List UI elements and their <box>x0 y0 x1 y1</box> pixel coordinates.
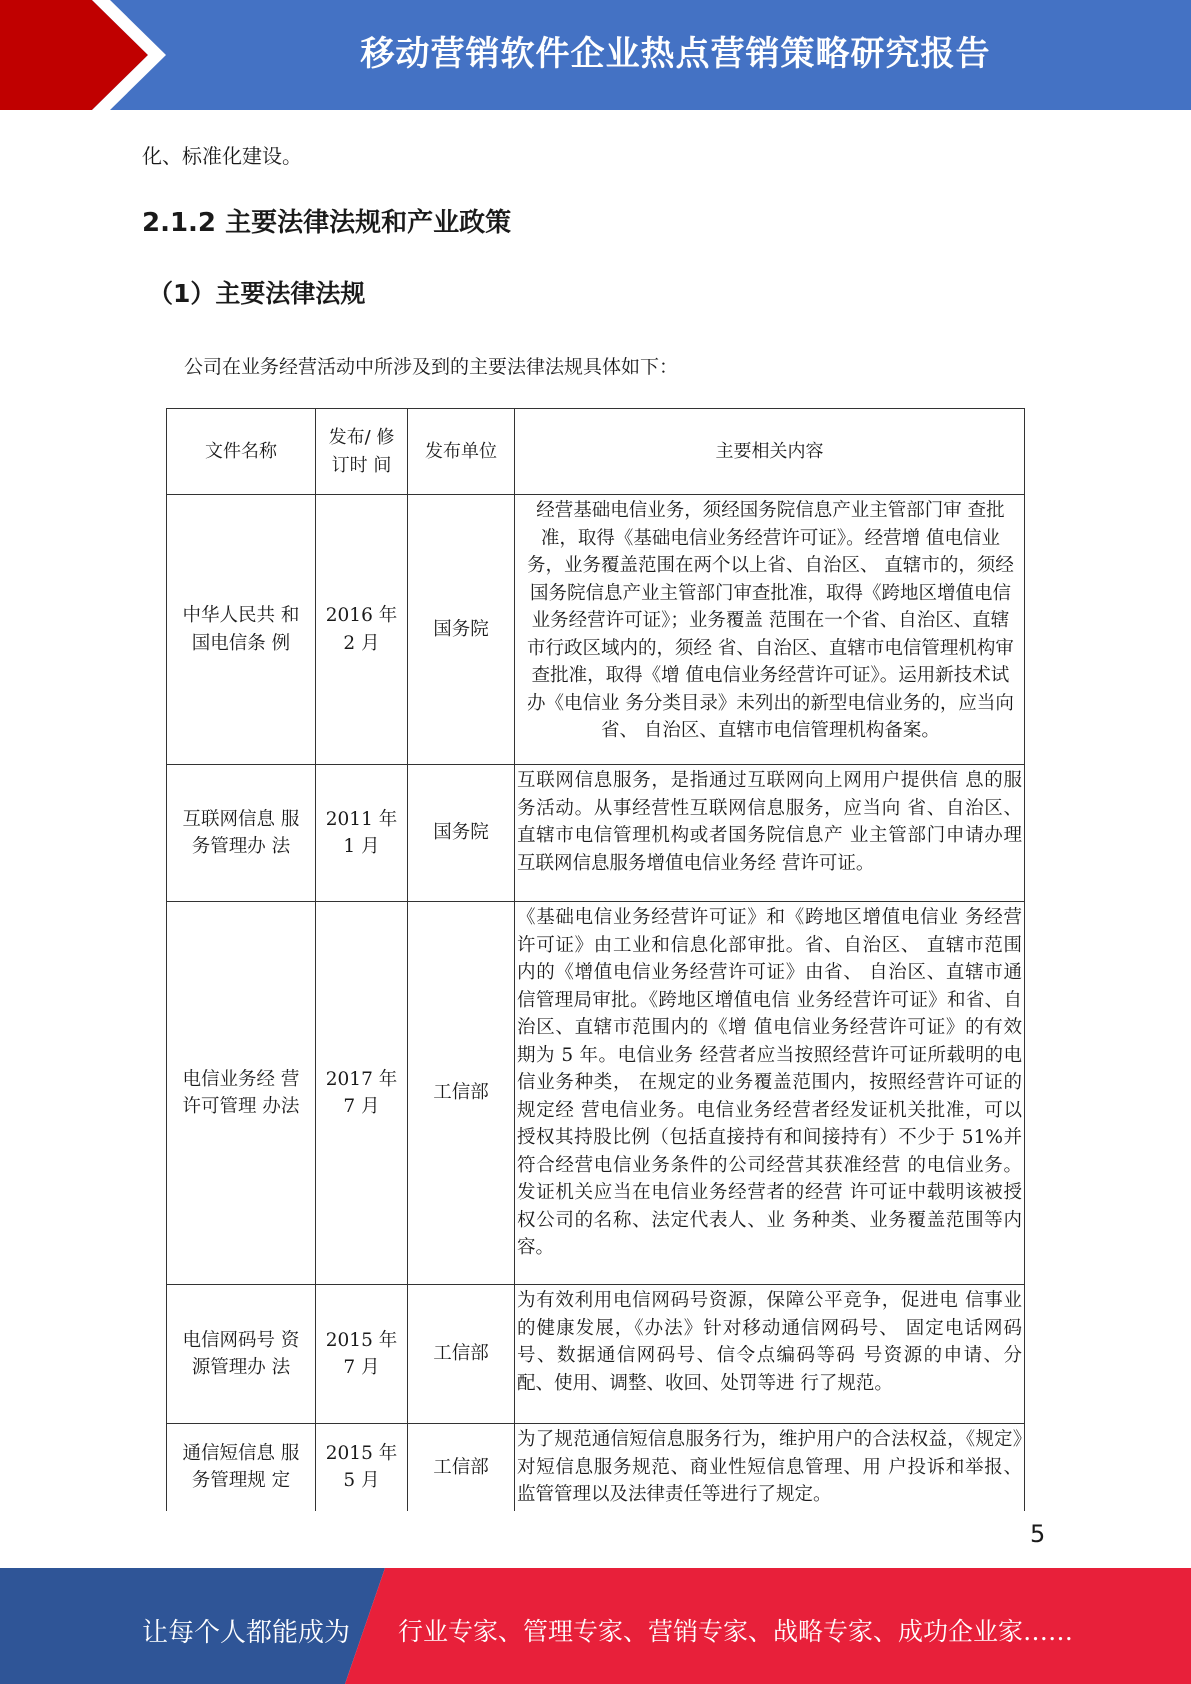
report-title: 移动营销软件企业热点营销策略研究报告 <box>360 34 991 74</box>
table-row <box>167 1424 1025 1511</box>
footer-slogan-left: 让每个人都能成为 <box>142 1618 351 1648</box>
cell-document-name: 中华人民共 和国电信条 例 <box>167 495 316 765</box>
cell-issuer: 国务院 <box>408 495 515 765</box>
cell-date: 2015 年 5 月 <box>316 1424 408 1511</box>
cell-document-name: 电信网码号 资源管理办 法 <box>167 1285 316 1424</box>
laws-table <box>166 408 1025 1511</box>
sub-heading: （1）主要法律法规 <box>148 279 366 308</box>
intro-text-tail: 化、标准化建设。 <box>142 144 302 168</box>
cell-document-name: 互联网信息 服务管理办 法 <box>167 765 316 902</box>
cell-document-name: 通信短信息 服务管理规 定 <box>167 1424 316 1511</box>
cell-date: 2015 年 7 月 <box>316 1285 408 1424</box>
header-content: 主要相关内容 <box>515 409 1025 495</box>
footer-slogan-right: 行业专家、管理专家、营销专家、战略专家、成功企业家…… <box>398 1617 1074 1646</box>
footer-banner <box>0 1568 1191 1684</box>
header-banner <box>0 0 1191 110</box>
cell-issuer: 工信部 <box>408 1285 515 1424</box>
table-row <box>167 1285 1025 1424</box>
cell-issuer: 国务院 <box>408 765 515 902</box>
cell-content: 经营基础电信业务，须经国务院信息产业主管部门审 查批准，取得《基础电信业务经营许可证》。经营增 值电信业务，业务覆盖范围在两个以上省、自治区、 直辖市的，须经国务院信息产业主管部门审查批准，取得《跨地区增值电信业务经营许可证》；业务覆盖 范围在一个省、自治区、直辖市行政区域内的，须经 省、自治区、直辖市电信管理机构审查批准，取得《增 值电信业务经营许可证》。运用新技术试办《电信业 务分类目录》未列出的新型电信业务的，应当向省、 自治区、直辖市电信管理机构备案。 <box>515 495 1025 765</box>
header-document-name: 文件名称 <box>167 409 316 495</box>
header-publish-date: 发布/ 修订时 间 <box>316 409 408 495</box>
section-heading: 2.1.2 主要法律法规和产业政策 <box>142 208 512 238</box>
cell-content: 《基础电信业务经营许可证》和《跨地区增值电信业 务经营许可证》由工业和信息化部审批。省、自治区、 直辖市范围内的《增值电信业务经营许可证》由省、 自治区、直辖市通信管理局审批。《跨地区增值电信 业务经营许可证》和省、自治区、直辖市范围内的《增 值电信业务经营许可证》的有效期为 5 年。电信业务 经营者应当按照经营许可证所载明的电信业务种类， 在规定的业务覆盖范围内，按照经营许可证的规定经 营电信业务。电信业务经营者经发证机关批准，可以 授权其持股比例（包括直接持有和间接持有）不少于 51%并符合经营电信业务条件的公司经营其获准经营 的电信业务。发证机关应当在电信业务经营者的经营 许可证中载明该被授权公司的名称、法定代表人、业 务种类、业务覆盖范围等内容。 <box>515 902 1025 1285</box>
table-header-row <box>167 409 1025 495</box>
page-number: 5 <box>1030 1520 1046 1548</box>
cell-date: 2011 年 1 月 <box>316 765 408 902</box>
intro-paragraph: 公司在业务经营活动中所涉及到的主要法律法规具体如下： <box>184 356 679 378</box>
cell-date: 2016 年 2 月 <box>316 495 408 765</box>
cell-content: 为了规范通信短信息服务行为，维护用户的合法权益，《规定》对短信息服务规范、商业性短信息管理、用 户投诉和举报、监管管理以及法律责任等进行了规定。 <box>515 1424 1025 1511</box>
header-issuer: 发布单位 <box>408 409 515 495</box>
table-row <box>167 902 1025 1285</box>
cell-issuer: 工信部 <box>408 1424 515 1511</box>
cell-content: 为有效利用电信网码号资源，保障公平竞争，促进电 信事业的健康发展，《办法》针对移动通信网码号、 固定电话网码号、数据通信网码号、信令点编码等码 号资源的申请、分配、使用、调整、收回、处罚等进 行了规范。 <box>515 1285 1025 1424</box>
cell-date: 2017 年 7 月 <box>316 902 408 1285</box>
table-row <box>167 495 1025 765</box>
cell-issuer: 工信部 <box>408 902 515 1285</box>
cell-document-name: 电信业务经 营许可管理 办法 <box>167 902 316 1285</box>
cell-content: 互联网信息服务，是指通过互联网向上网用户提供信 息的服务活动。从事经营性互联网信息服务，应当向 省、自治区、直辖市电信管理机构或者国务院信息产 业主管部门申请办理互联网信息服务增值电信业务经 营许可证。 <box>515 765 1025 902</box>
table-row <box>167 765 1025 902</box>
